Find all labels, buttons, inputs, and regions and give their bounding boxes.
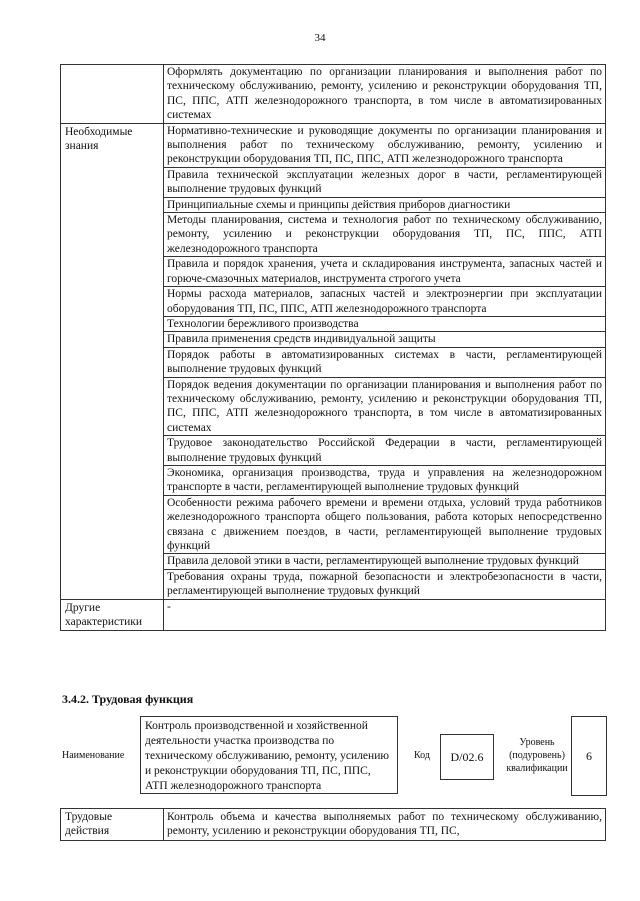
knowledge-item: Технологии бережливого производства [164,316,606,331]
qualification-level-box: 6 [571,716,607,796]
code-label: Код [414,750,430,761]
knowledge-item: Трудовое законодательство Российской Федерации в части, регламентирующей выполнение трудовых функций [164,436,606,466]
requirements-table [60,64,606,631]
empty-label-cell [61,65,164,124]
function-code-box: D/02.6 [440,734,494,780]
knowledge-item: Методы планирования, система и технология работ по техническому обслуживанию, ремонту, усилению и реконструкции оборудования ТП, ПС, ППС, АТП железнодорожного транспорта [164,213,606,257]
other-characteristics-value: - [164,599,606,631]
table-row [61,65,606,124]
page-number: 34 [314,32,326,44]
qualification-level-label: Уровень (подуровень) квалификации [506,737,568,774]
labor-actions-label: Трудовые действия [61,809,164,841]
knowledge-item: Порядок работы в автоматизированных системах в части, регламентирующей выполнение трудовых функций [164,347,606,377]
knowledge-item: Правила технической эксплуатации железных дорог в части, регламентирующей выполнение трудовых функций [164,167,606,197]
knowledge-item: Нормы расхода материалов, запасных частей и электроэнергии при эксплуатации оборудования ТП, ПС, ППС, АТП железнодорожного транспорта [164,287,606,317]
knowledge-item: Требования охраны труда, пожарной безопасности и электробезопасности в части, регламентирующей выполнение трудовых функций [164,569,606,599]
table-row [61,599,606,631]
name-label: Наименование [62,750,125,761]
knowledge-item: Экономика, организация производства, труда и управления на железнодорожном транспорте в части, регламентирующей выполнение трудовых функций [164,465,606,495]
labor-actions-text: Контроль объема и качества выполняемых работ по техническому обслуживанию, ремонту, усилению и реконструкции оборудования ТП, ПС, [164,809,606,841]
knowledge-item: Правила и порядок хранения, учета и складирования инструмента, запасных частей и горюче-смазочных материалов, инструмента строгого учета [164,257,606,287]
knowledge-label: Необходимые знания [61,123,164,599]
table-row [61,809,606,841]
function-name-box: Контроль производственной и хозяйственной деятельности участка производства по техническому обслуживанию, ремонту, усилению и реконструкции оборудования ТП, ПС, ППС, АТП железнодорожного транспорта [140,716,398,794]
table-row [61,123,606,167]
section-title: 3.4.2. Трудовая функция [62,692,194,706]
function-header [60,716,606,796]
knowledge-item: Правила применения средств индивидуальной защиты [164,332,606,347]
knowledge-item: Принципиальные схемы и принципы действия приборов диагностики [164,197,606,212]
knowledge-item: Правила деловой этики в части, регламентирующей выполнение трудовых функций [164,554,606,569]
knowledge-item: Нормативно-технические и руководящие документы по организации планирования и выполнения работ по техническому обслуживанию, ремонту, усилению и реконструкции оборудования ТП, ПС, ППС, АТП железнодорожного транспорта [164,123,606,167]
labor-actions-table [60,808,606,841]
knowledge-item: Порядок ведения документации по организации планирования и выполнения работ по техническому обслуживанию, ремонту, усилению и реконструкции оборудования ТП, ПС, ППС, АТП железнодорожного транспорта, в том числе в автоматизированных системах [164,377,606,436]
knowledge-item: Особенности режима рабочего времени и времени отдыха, условий труда работников железнодорожного транспорта общего пользования, работа которых непосредственно связана с движением поездов, в части, регламентирующей выполнение трудовых функций [164,495,606,554]
top-row-cell: Оформлять документацию по организации планирования и выполнения работ по техническому обслуживанию, ремонту, усилению и реконструкции оборудования ТП, ПС, ППС, АТП железнодорожного транспорта, в том числе в автоматизированных системах [164,65,606,124]
other-characteristics-label: Другие характеристики [61,599,164,631]
